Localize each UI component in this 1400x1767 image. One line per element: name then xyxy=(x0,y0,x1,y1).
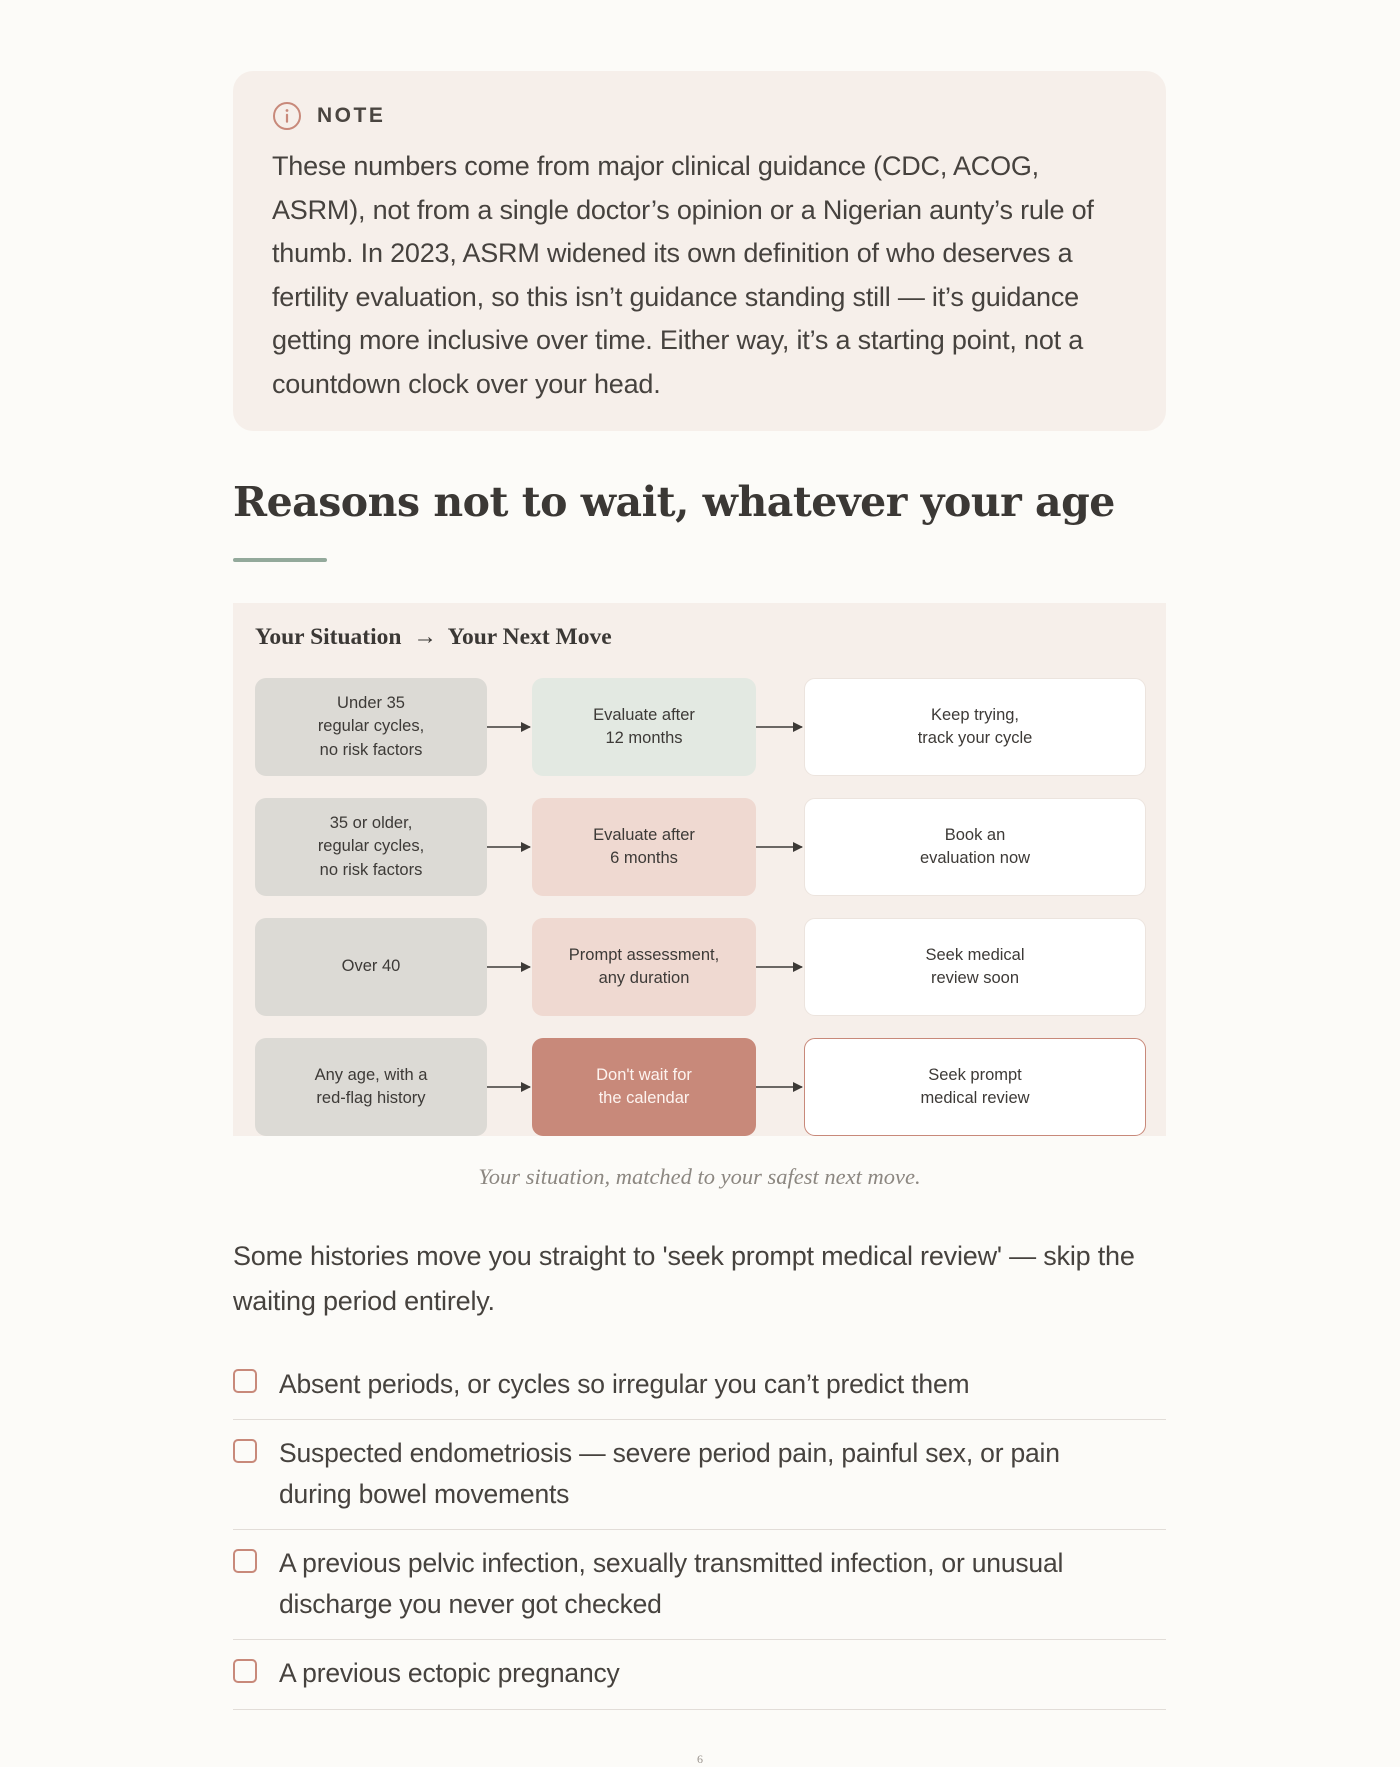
checklist-item-text: A previous pelvic infection, sexually transmitted infection, or unusual discharge you never got checked xyxy=(279,1548,1064,1619)
checklist-item-text: Absent periods, or cycles so irregular you can’t predict them xyxy=(279,1369,970,1399)
checklist-item-text: Suspected endometriosis — severe period pain, painful sex, or pain during bowel movements xyxy=(279,1438,1060,1509)
checkbox[interactable] xyxy=(233,1659,257,1683)
page-number: 6 xyxy=(697,1752,703,1766)
evaluation-cell: Evaluate after 6 months xyxy=(532,798,756,896)
checklist-item xyxy=(233,1420,1166,1530)
checkbox[interactable] xyxy=(233,1369,257,1393)
intro-paragraph: Some histories move you straight to 'seek prompt medical review' — skip the waiting period entirely. xyxy=(233,1241,1135,1316)
evaluation-cell: Evaluate after 12 months xyxy=(532,678,756,776)
action-cell: Keep trying, track your cycle xyxy=(804,678,1146,776)
situation-cell: Any age, with a red-flag history xyxy=(255,1038,487,1136)
action-cell: Book an evaluation now xyxy=(804,798,1146,896)
note-label: NOTE xyxy=(317,104,386,127)
evaluation-cell: Prompt assessment, any duration xyxy=(532,918,756,1016)
evaluation-cell: Don't wait for the calendar xyxy=(532,1038,756,1136)
checklist-item-text: A previous ectopic pregnancy xyxy=(279,1658,620,1688)
action-cell: Seek medical review soon xyxy=(804,918,1146,1016)
action-cell: Seek prompt medical review xyxy=(804,1038,1146,1136)
section-heading: Reasons not to wait, whatever your age xyxy=(233,478,1115,526)
situation-cell: Over 40 xyxy=(255,918,487,1016)
info-icon xyxy=(272,101,302,131)
heading-underline xyxy=(233,558,327,562)
situation-flowchart xyxy=(233,603,1166,1136)
note-header xyxy=(272,101,1126,131)
red-flag-checklist xyxy=(233,1350,1166,1710)
checkbox[interactable] xyxy=(233,1549,257,1573)
checklist-item xyxy=(233,1640,1166,1710)
situation-cell: Under 35 regular cycles, no risk factors xyxy=(255,678,487,776)
figure-caption: Your situation, matched to your safest next move. xyxy=(478,1164,921,1189)
flowchart-title: Your Situation → Your Next Move xyxy=(255,624,612,650)
checklist-item xyxy=(233,1350,1166,1420)
checkbox[interactable] xyxy=(233,1439,257,1463)
note-callout xyxy=(233,71,1166,431)
note-text: These numbers come from major clinical guidance (CDC, ACOG, ASRM), not from a single doctor’s opinion or a Nigerian aunty’s rule of thumb. In 2023, ASRM widened its own definition of who deserves a fertility evaluation, so this isn’t guidance standing still — it’s guidance getting more inclusive over time. Either way, it’s a starting point, not a countdown clock over your head. xyxy=(272,151,1094,399)
checklist-item xyxy=(233,1530,1166,1640)
situation-cell: 35 or older, regular cycles, no risk factors xyxy=(255,798,487,896)
